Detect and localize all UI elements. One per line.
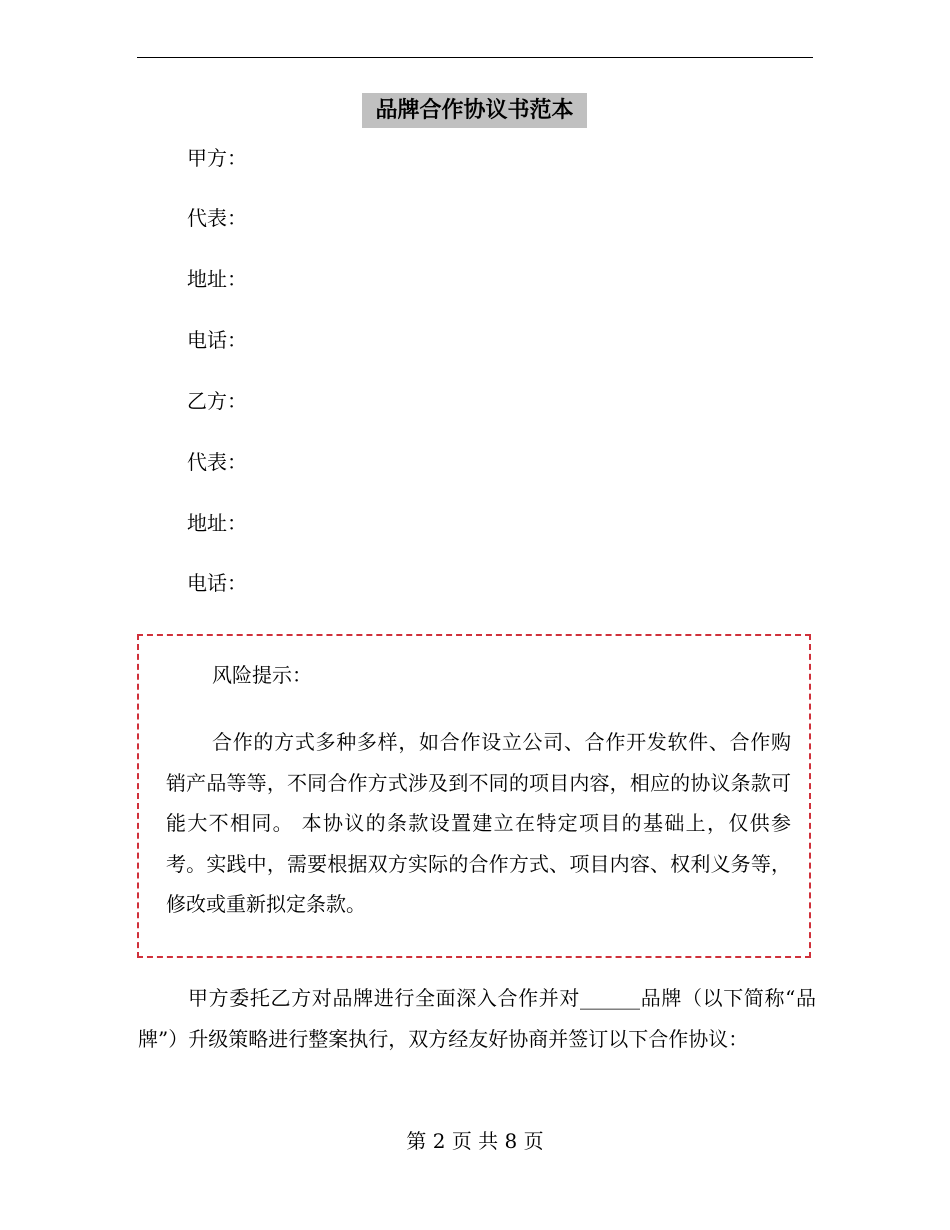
party-a-address-label: 地址： xyxy=(187,267,247,291)
risk-notice-box xyxy=(137,634,811,958)
party-a-label: 甲方： xyxy=(187,146,247,170)
header-rule xyxy=(137,57,813,58)
page-number-footer: 第 2 页 共 8 页 xyxy=(406,1129,544,1153)
intro-paragraph: 甲方委托乙方对品牌进行全面深入合作并对______品牌（以下简称“品牌”）升级策略进行整案执行，双方经友好协商并签订以下合作协议： xyxy=(138,986,816,1051)
party-b-label: 乙方： xyxy=(187,389,247,413)
party-b-address-label: 地址： xyxy=(187,511,247,535)
party-a-representative-label: 代表： xyxy=(187,206,247,230)
document-title: 品牌合作协议书范本 xyxy=(362,93,587,128)
risk-notice-text: 合作的方式多种多样，如合作设立公司、合作开发软件、合作购销产品等等，不同合作方式涉及到不同的项目内容，相应的协议条款可能大不相同。 本协议的条款设置建立在特定项目的基础上，仅供参考。实践中，需要根据双方实际的合作方式、项目内容、权利义务等，修改或重新拟定条款。 xyxy=(166,730,791,916)
risk-notice-heading: 风险提示： xyxy=(212,663,312,687)
party-a-phone-label: 电话： xyxy=(187,328,247,352)
party-b-phone-label: 电话： xyxy=(187,571,247,595)
party-b-representative-label: 代表： xyxy=(187,450,247,474)
